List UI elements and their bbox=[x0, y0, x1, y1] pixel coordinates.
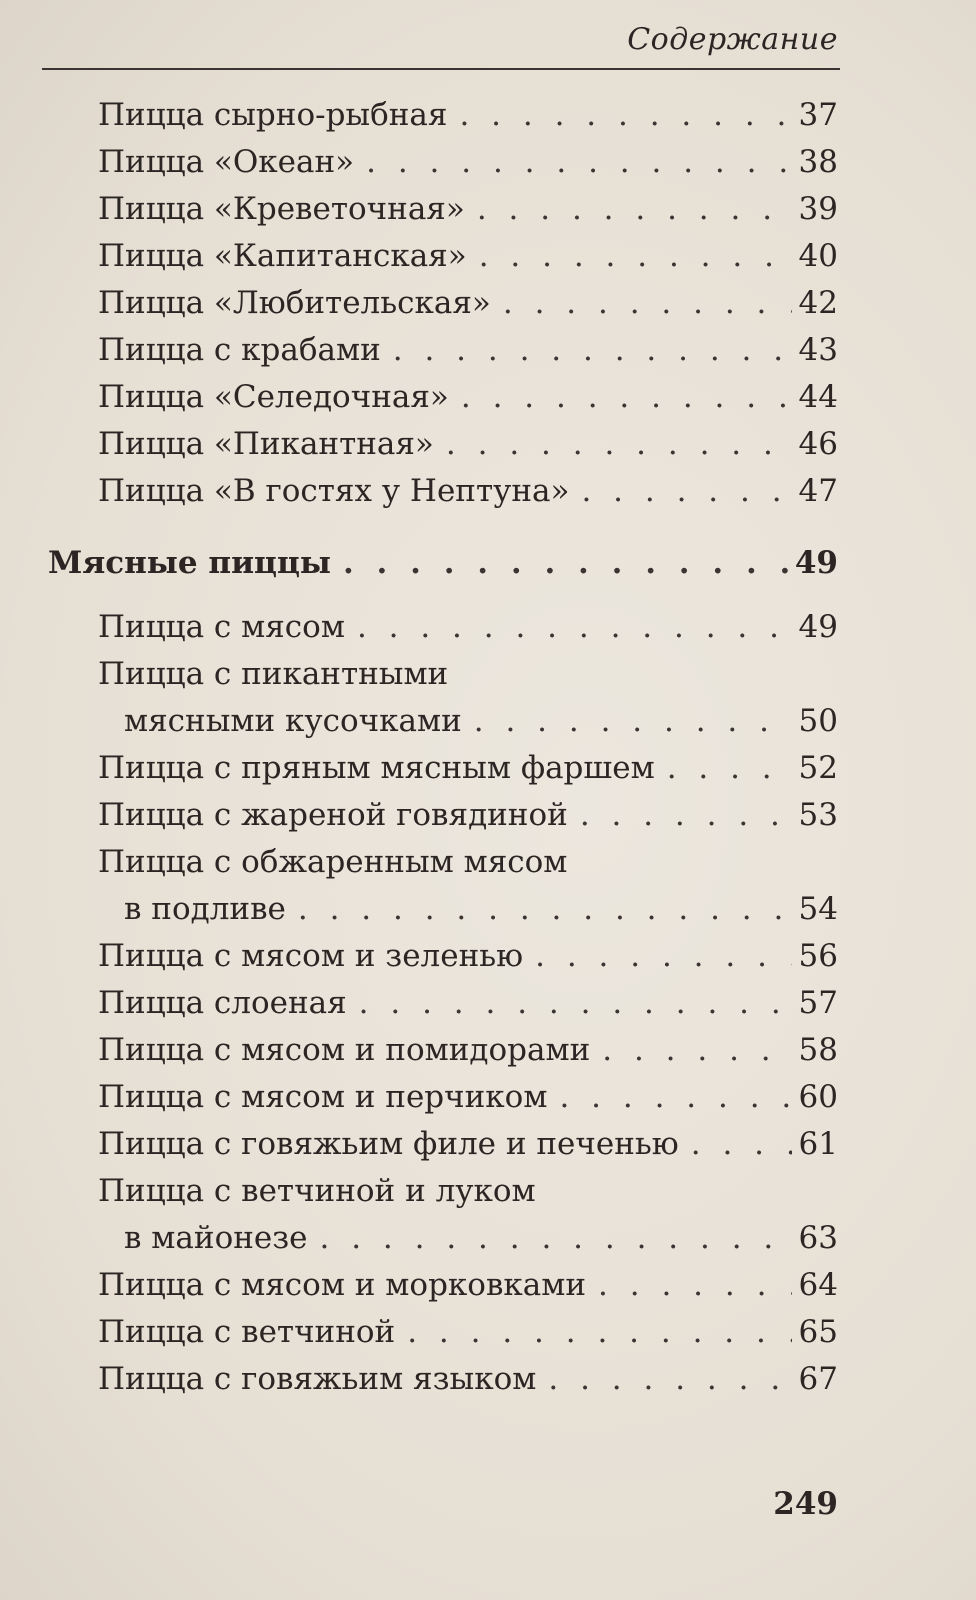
toc-entry bbox=[98, 1031, 838, 1069]
section-page: 49 bbox=[794, 545, 838, 581]
toc-entry bbox=[124, 1219, 838, 1257]
section-title: Мясные пиццы bbox=[48, 545, 331, 581]
toc-entry-page: 67 bbox=[798, 1361, 838, 1397]
dot-leader bbox=[691, 1125, 792, 1163]
toc-entry bbox=[98, 1360, 838, 1398]
dot-leader bbox=[479, 237, 792, 275]
toc-entry bbox=[98, 1078, 838, 1116]
running-header: Содержание bbox=[627, 22, 838, 57]
toc-entry-page: 44 bbox=[798, 379, 838, 415]
toc-entry-title: Пицца с ветчиной bbox=[98, 1314, 396, 1350]
toc-entry bbox=[98, 1313, 838, 1351]
toc-entry bbox=[98, 472, 838, 510]
dot-leader bbox=[343, 544, 789, 582]
toc-entry-title: Пицца с мясом bbox=[98, 609, 345, 645]
dot-leader bbox=[357, 608, 792, 646]
toc-entry bbox=[98, 984, 838, 1022]
toc-entry-title: Пицца с говяжьим филе и печенью bbox=[98, 1126, 679, 1162]
toc-entry-title: в майонезе bbox=[124, 1220, 308, 1256]
toc-entry-title: Пицца с пряным мясным фаршем bbox=[98, 750, 655, 786]
toc-entry bbox=[98, 608, 838, 646]
page-number: 249 bbox=[773, 1486, 838, 1522]
toc-entry-title: Пицца сырно-рыбная bbox=[98, 97, 448, 133]
toc-entry-page: 52 bbox=[798, 750, 838, 786]
toc-entry-title: в подливе bbox=[124, 891, 286, 927]
toc-entry-page: 64 bbox=[798, 1267, 838, 1303]
toc-entry-title: Пицца с мясом и морковками bbox=[98, 1267, 587, 1303]
toc-entry-title: Пицца «Пикантная» bbox=[98, 426, 434, 462]
toc-entry-page: 40 bbox=[798, 238, 838, 274]
toc-entry-title: Пицца с жареной говядиной bbox=[98, 797, 568, 833]
toc-entry-title: Пицца «Океан» bbox=[98, 144, 355, 180]
toc-entry-first-line: Пицца с пикантными bbox=[98, 656, 449, 692]
toc-entry-title: Пицца с мясом и помидорами bbox=[98, 1032, 591, 1068]
toc-entry-first-line: Пицца с ветчиной и луком bbox=[98, 1173, 536, 1209]
toc-entry-page: 61 bbox=[798, 1126, 838, 1162]
toc-entry-page: 49 bbox=[798, 609, 838, 645]
header-rule bbox=[42, 68, 840, 70]
toc-entry bbox=[98, 425, 838, 463]
dot-leader bbox=[474, 702, 792, 740]
dot-leader bbox=[366, 143, 792, 181]
toc-entry-title: Пицца с мясом и перчиком bbox=[98, 1079, 548, 1115]
toc-entry-page: 38 bbox=[798, 144, 838, 180]
toc-entry-page: 54 bbox=[798, 891, 838, 927]
toc-entry bbox=[98, 190, 838, 228]
toc-entry bbox=[98, 331, 838, 369]
toc-entry bbox=[98, 237, 838, 275]
toc-entry bbox=[98, 937, 838, 975]
toc-entry-title: Пицца «Селедочная» bbox=[98, 379, 449, 415]
toc-entry-title: Пицца «В гостях у Нептуна» bbox=[98, 473, 570, 509]
toc-entry-page: 43 bbox=[798, 332, 838, 368]
toc-entry-page: 42 bbox=[798, 285, 838, 321]
toc-entry bbox=[98, 1266, 838, 1304]
dot-leader bbox=[535, 937, 792, 975]
dot-leader bbox=[461, 378, 792, 416]
dot-leader bbox=[393, 331, 792, 369]
toc-entry-title: Пицца с мясом и зеленью bbox=[98, 938, 524, 974]
dot-leader bbox=[581, 472, 792, 510]
dot-leader bbox=[503, 284, 792, 322]
toc-entry-page: 56 bbox=[798, 938, 838, 974]
dot-leader bbox=[446, 425, 792, 463]
dot-leader bbox=[298, 890, 792, 928]
toc-entry-page: 58 bbox=[798, 1032, 838, 1068]
toc-entry bbox=[124, 890, 838, 928]
dot-leader bbox=[598, 1266, 792, 1304]
toc-entry bbox=[124, 702, 838, 740]
toc-entry-page: 57 bbox=[798, 985, 838, 1021]
dot-leader bbox=[359, 984, 792, 1022]
dot-leader bbox=[477, 190, 792, 228]
toc-entry-title: Пицца с крабами bbox=[98, 332, 381, 368]
toc-entry-first-line: Пицца с обжаренным мясом bbox=[98, 844, 568, 880]
toc-entry bbox=[98, 284, 838, 322]
dot-leader bbox=[407, 1313, 792, 1351]
toc-entry-title: Пицца с говяжьим языком bbox=[98, 1361, 537, 1397]
dot-leader bbox=[559, 1078, 792, 1116]
toc-entry-title: Пицца слоеная bbox=[98, 985, 347, 1021]
toc-entry bbox=[98, 749, 838, 787]
toc-entry-page: 63 bbox=[798, 1220, 838, 1256]
dot-leader bbox=[580, 796, 792, 834]
toc-entry-page: 60 bbox=[798, 1079, 838, 1115]
toc-entry-page: 39 bbox=[798, 191, 838, 227]
toc-entry bbox=[98, 96, 838, 134]
toc-entry-title: мясными кусочками bbox=[124, 703, 462, 739]
toc-entry-title: Пицца «Креветочная» bbox=[98, 191, 465, 227]
toc-entry bbox=[98, 796, 838, 834]
dot-leader bbox=[602, 1031, 792, 1069]
toc-entry bbox=[98, 1125, 838, 1163]
toc-entry-page: 47 bbox=[798, 473, 838, 509]
toc-entry-title: Пицца «Любительская» bbox=[98, 285, 491, 321]
toc-entry-page: 46 bbox=[798, 426, 838, 462]
toc-entry-page: 53 bbox=[798, 797, 838, 833]
toc-entry-title: Пицца «Капитанская» bbox=[98, 238, 467, 274]
toc-entry-page: 37 bbox=[798, 97, 838, 133]
toc-section-heading bbox=[48, 544, 838, 582]
toc-entry-page: 50 bbox=[798, 703, 838, 739]
toc-entry bbox=[98, 378, 838, 416]
toc-entry-page: 65 bbox=[798, 1314, 838, 1350]
toc-entry bbox=[98, 143, 838, 181]
dot-leader bbox=[667, 749, 792, 787]
dot-leader bbox=[548, 1360, 792, 1398]
dot-leader bbox=[320, 1219, 793, 1257]
dot-leader bbox=[459, 96, 792, 134]
